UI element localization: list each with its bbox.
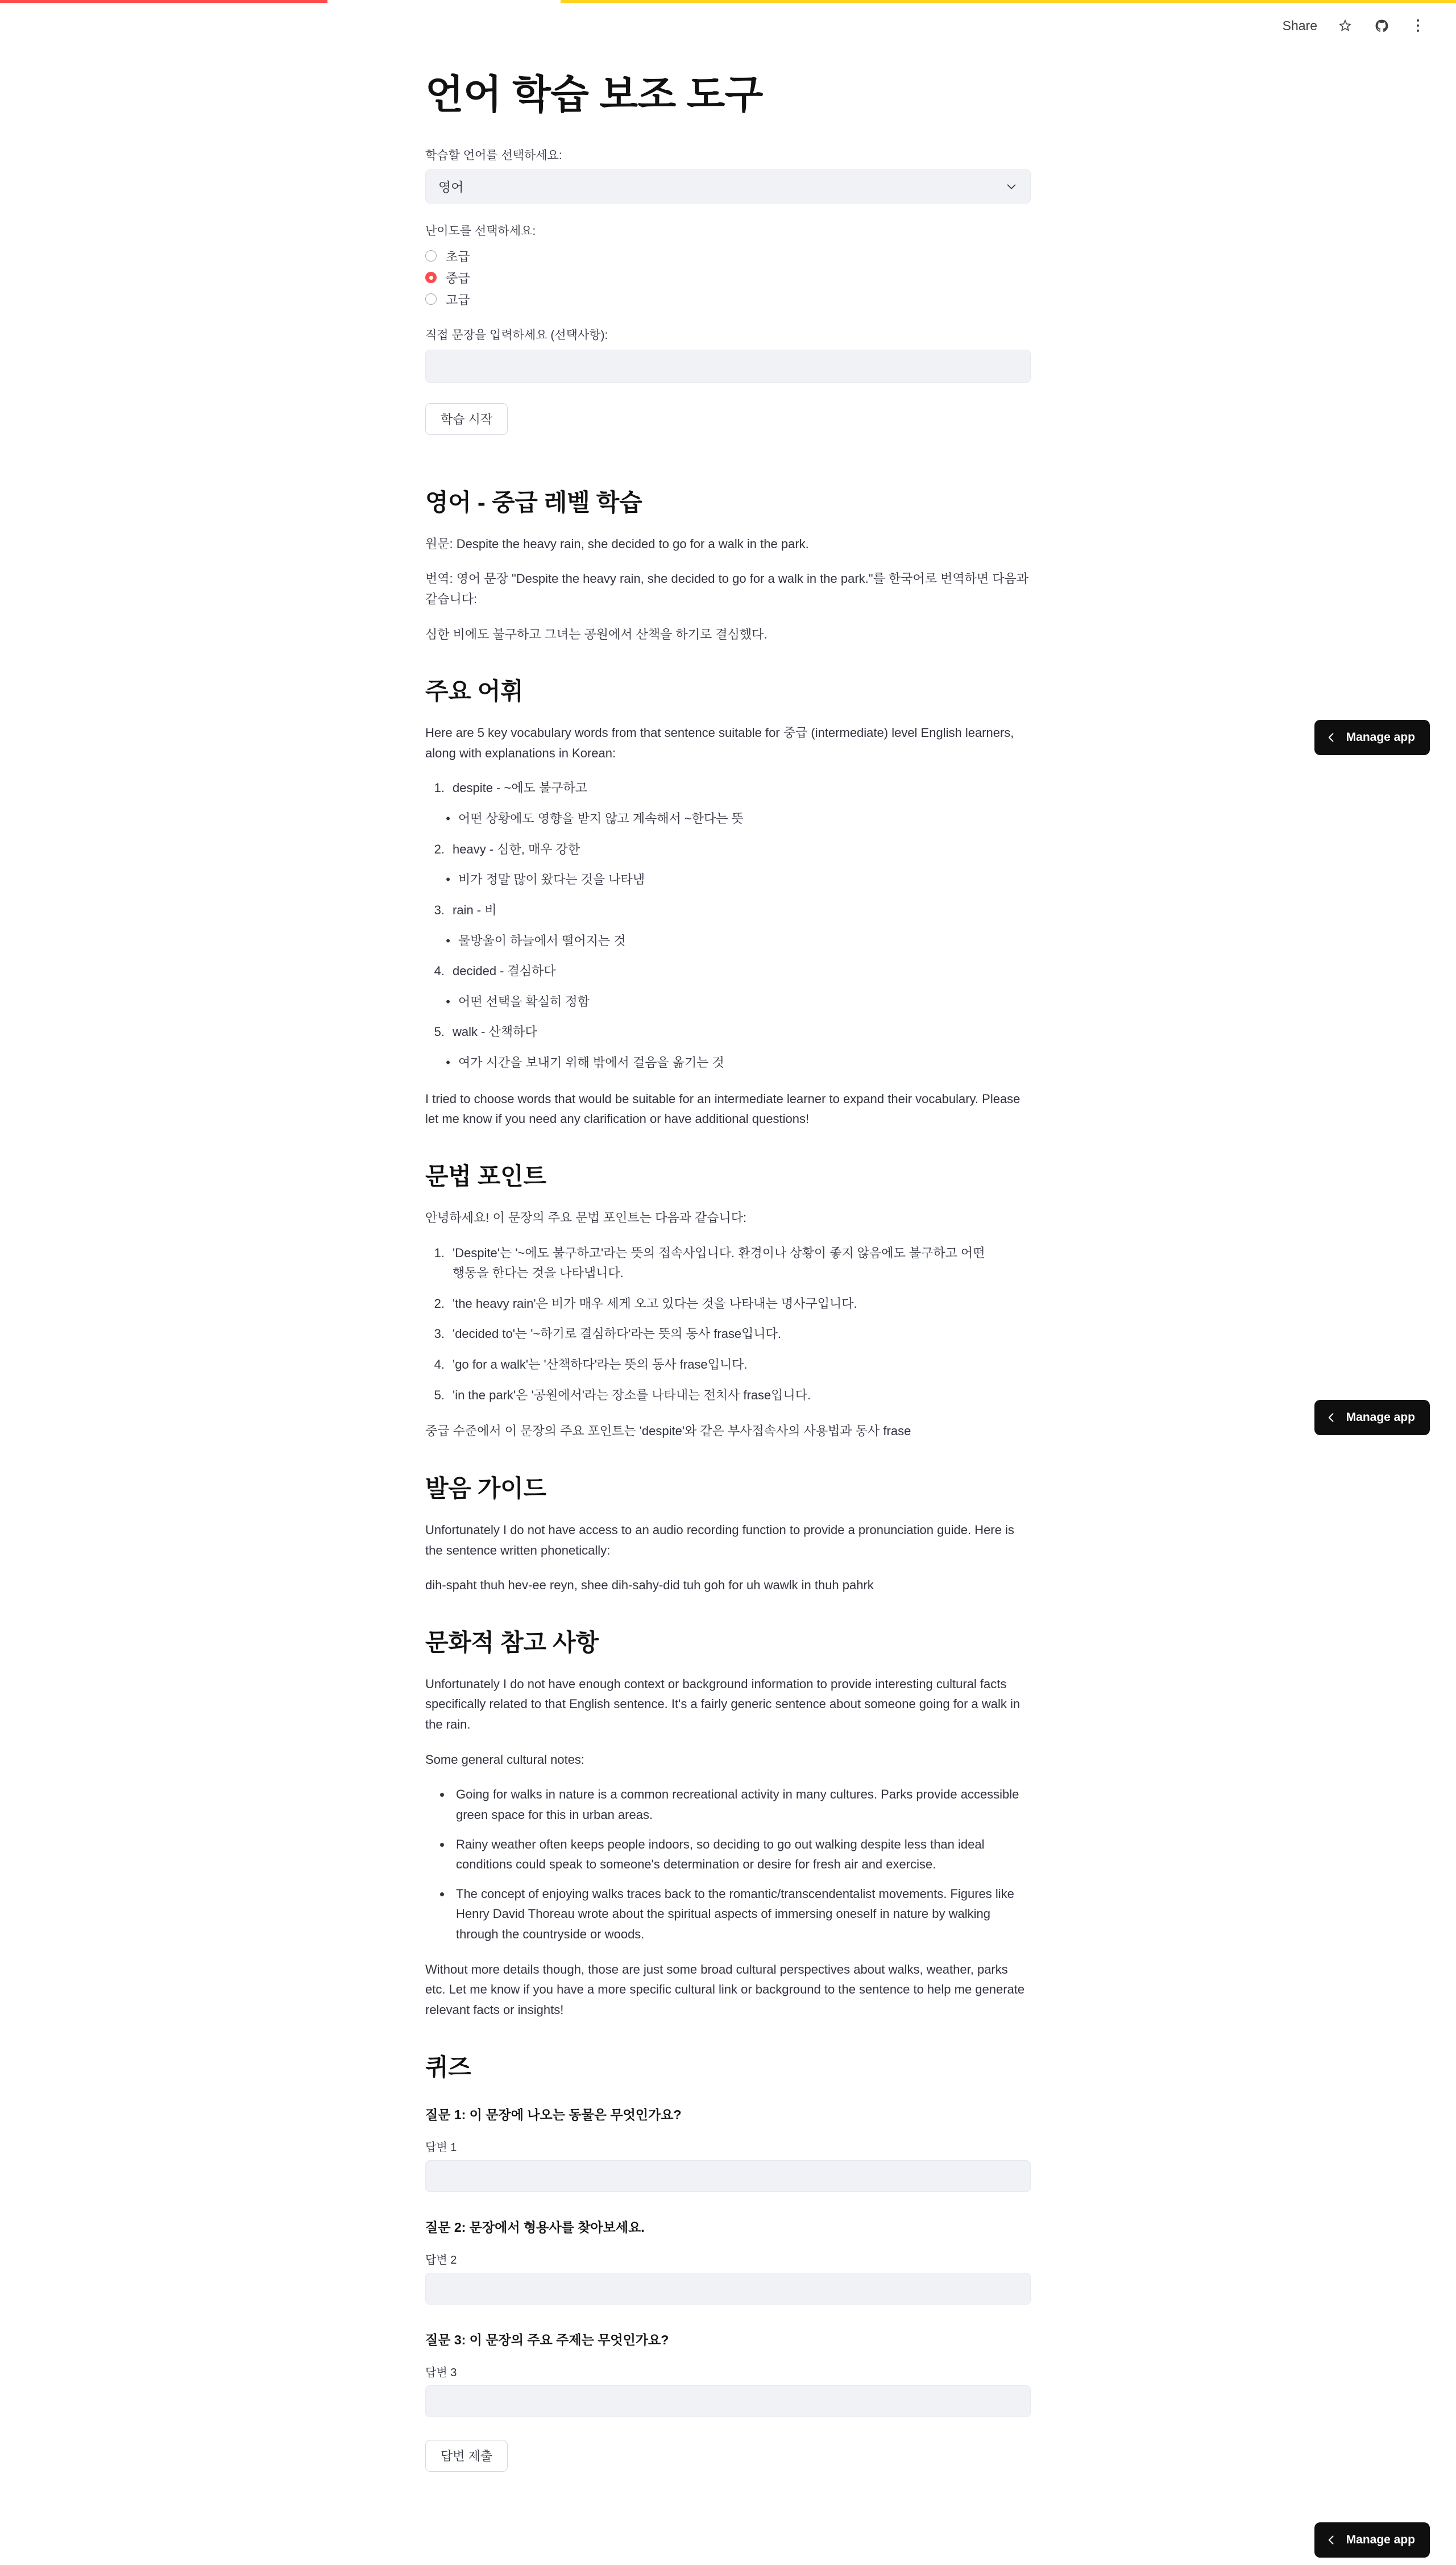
list-item bbox=[431, 869, 1031, 890]
quiz-heading: 퀴즈 bbox=[425, 2053, 471, 2081]
cultural-notes-list bbox=[425, 1784, 1031, 1944]
bullet-marker: • bbox=[446, 811, 450, 826]
translation-intro: 번역: 영어 문장 "Despite the heavy rain, she decided to go for a walk in the park."를 한국어로 번역하면 다음과 같습니다: bbox=[425, 571, 1028, 606]
radio-option-beginner[interactable] bbox=[425, 245, 1031, 267]
vocabulary-note: 여가 시간을 보내기 위해 밖에서 걸음을 옮기는 것 bbox=[458, 1055, 724, 1070]
list-marker: 1. bbox=[434, 781, 445, 795]
list-marker: 3. bbox=[434, 902, 445, 917]
vocabulary-outro: I tried to choose words that would be suitable for an intermediate learner to expand their vocabulary. Please let me know if you need any clarification or have additional questions! bbox=[425, 1091, 1021, 1126]
manage-app-label: Manage app bbox=[1346, 1411, 1415, 1424]
vocabulary-note: 어떤 상황에도 영향을 받지 않고 계속해서 ~한다는 뜻 bbox=[458, 811, 744, 826]
quiz-answer-input-3[interactable] bbox=[425, 2385, 1031, 2417]
radio-label: 중급 bbox=[446, 271, 470, 285]
manage-app-label: Manage app bbox=[1346, 731, 1415, 744]
share-button[interactable]: Share bbox=[1282, 18, 1317, 33]
grammar-text: 'the heavy rain'은 비가 매우 세게 오고 있다는 것을 나타내는 명사구입니다. bbox=[453, 1296, 857, 1311]
vocabulary-word: walk - 산책하다 bbox=[453, 1025, 537, 1039]
sentence-input-label: 직접 문장을 입력하세요 (선택사항): bbox=[425, 329, 608, 342]
manage-app-button-2[interactable] bbox=[1314, 1400, 1430, 1435]
github-icon[interactable] bbox=[1373, 17, 1390, 34]
vocabulary-word: heavy - 심한, 매우 강한 bbox=[453, 842, 580, 856]
radio-option-advanced[interactable] bbox=[425, 288, 1031, 310]
quiz-answer-input-2[interactable] bbox=[425, 2273, 1031, 2305]
kebab-menu-icon[interactable] bbox=[1409, 17, 1426, 34]
quiz-answer-label-2: 답변 2 bbox=[425, 2253, 457, 2266]
difficulty-radio-label: 난이도를 선택하세요: bbox=[425, 224, 536, 238]
bullet-marker: • bbox=[446, 933, 450, 948]
pronunciation-text: Unfortunately I do not have access to an audio recording function to provide a pronunciation guide. Here is the sentence written phonetically: bbox=[425, 1522, 1014, 1557]
progress-segment-gap bbox=[327, 0, 561, 3]
manage-app-button-1[interactable] bbox=[1314, 720, 1430, 755]
pronunciation-phonetic: dih-spaht thuh hev-ee reyn, shee dih-sahy-did tuh goh for uh wawlk in thuh pahrk bbox=[425, 1578, 874, 1593]
app-container bbox=[425, 61, 1031, 2563]
list-marker: 4. bbox=[434, 1357, 445, 1372]
quiz-answer-input-1[interactable] bbox=[425, 2160, 1031, 2192]
vocabulary-note: 어떤 선택을 확실히 정함 bbox=[458, 994, 590, 1009]
bullet-marker: • bbox=[446, 994, 450, 1009]
vocabulary-heading: 주요 어휘 bbox=[425, 678, 524, 705]
list-item bbox=[431, 809, 1031, 829]
top-bar bbox=[0, 0, 1456, 61]
vocabulary-intro: Here are 5 key vocabulary words from that sentence suitable for 중급 (intermediate) level English learners, along with explanations in Korean: bbox=[425, 726, 1014, 760]
submit-answers-button[interactable]: 답변 제출 bbox=[425, 2440, 508, 2472]
chevron-left-icon bbox=[1326, 2534, 1337, 2546]
quiz-question-2: 질문 2: 문장에서 형용사를 찾아보세요. bbox=[425, 2219, 645, 2235]
list-item bbox=[425, 778, 1031, 798]
list-item bbox=[431, 992, 1031, 1012]
grammar-text: 'in the park'은 '공원에서'라는 장소를 나타내는 전치사 frase입니다. bbox=[453, 1387, 811, 1402]
bullet-marker: • bbox=[446, 1055, 450, 1070]
radio-label: 고급 bbox=[446, 292, 470, 307]
cultural-outro: Without more details though, those are just some broad cultural perspectives about walks, weather, parks etc. Let me know if you have a more specific cultural link or background to the sentence to help me generate relevant facts or insights! bbox=[425, 1962, 1025, 2017]
list-item bbox=[425, 1354, 1031, 1375]
list-item bbox=[425, 1022, 1031, 1042]
start-learning-button[interactable]: 학습 시작 bbox=[425, 403, 508, 435]
list-item: • Rainy weather often keeps people indoors, so deciding to go out walking despite less than ideal conditions could speak to someone's determination or desire for fresh air and exercise. bbox=[451, 1834, 1031, 1875]
list-item bbox=[425, 839, 1031, 860]
pronunciation-heading: 발음 가이드 bbox=[425, 1474, 546, 1502]
manage-app-label: Manage app bbox=[1346, 2533, 1415, 2546]
page-title: 언어 학습 보조 도구 bbox=[425, 72, 763, 117]
grammar-list bbox=[425, 1243, 1031, 1406]
grammar-heading: 문법 포인트 bbox=[425, 1162, 546, 1190]
list-item bbox=[425, 1385, 1031, 1406]
language-select[interactable] bbox=[425, 169, 1031, 204]
list-item: • Going for walks in nature is a common recreational activity in many cultures. Parks provide accessible green space for this in urban areas. bbox=[451, 1784, 1031, 1825]
list-item bbox=[431, 931, 1031, 951]
radio-icon-selected bbox=[425, 272, 437, 283]
original-sentence: 원문: Despite the heavy rain, she decided to go for a walk in the park. bbox=[425, 536, 809, 551]
list-marker: 5. bbox=[434, 1387, 445, 1402]
vocabulary-note: 비가 정말 많이 왔다는 것을 나타냄 bbox=[458, 872, 645, 887]
chevron-left-icon bbox=[1326, 732, 1337, 743]
list-marker: 2. bbox=[434, 1296, 445, 1311]
list-item: • The concept of enjoying walks traces back to the romantic/transcendentalist movements. Figures like Henry David Thoreau wrote about the spiritual aspects of immersing oneself in nature by walking through the countryside or woods. bbox=[451, 1884, 1031, 1945]
list-marker: 4. bbox=[434, 964, 445, 979]
difficulty-radio-group[interactable] bbox=[425, 245, 1031, 310]
grammar-intro: 안녕하세요! 이 문장의 주요 문법 포인트는 다음과 같습니다: bbox=[425, 1210, 747, 1225]
radio-option-intermediate[interactable] bbox=[425, 267, 1031, 288]
list-marker: 3. bbox=[434, 1327, 445, 1341]
list-item bbox=[425, 1294, 1031, 1314]
vocabulary-word: despite - ~에도 불구하고 bbox=[453, 781, 587, 795]
grammar-text: 'Despite'는 '~에도 불구하고'라는 뜻의 접속사입니다. 환경이나 상황이 좋지 않음에도 불구하고 어떤 행동을 한다는 것을 나타냅니다. bbox=[453, 1245, 985, 1281]
sentence-input[interactable] bbox=[425, 350, 1031, 383]
list-item bbox=[425, 1243, 1031, 1283]
quiz-answer-label-3: 답변 3 bbox=[425, 2366, 457, 2379]
radio-icon bbox=[425, 293, 437, 305]
cultural-intro: Unfortunately I do not have enough context or background information to provide interesting cultural facts specifically related to that English sentence. It's a fairly generic sentence about someone going for a walk in the rain. bbox=[425, 1676, 1021, 1732]
top-bar-actions bbox=[1283, 17, 1426, 34]
cultural-notes-label: Some general cultural notes: bbox=[425, 1752, 585, 1767]
grammar-text: 'decided to'는 '~하기로 결심하다'라는 뜻의 동사 frase입니다. bbox=[453, 1327, 782, 1341]
progress-segment-yellow bbox=[561, 0, 1456, 3]
list-item bbox=[425, 961, 1031, 981]
vocabulary-word: rain - 비 bbox=[453, 902, 497, 917]
quiz-question-1: 질문 1: 이 문장에 나오는 동물은 무엇인가요? bbox=[425, 2107, 682, 2122]
grammar-outro: 중급 수준에서 이 문장의 주요 포인트는 'despite'와 같은 부사접속사의 사용법과 동사 frase bbox=[425, 1424, 911, 1439]
star-icon[interactable] bbox=[1337, 17, 1354, 34]
chevron-left-icon bbox=[1326, 1412, 1337, 1423]
quiz-answer-label-1: 답변 1 bbox=[425, 2141, 457, 2154]
language-select-value: 영어 bbox=[438, 180, 464, 195]
quiz-question-3: 질문 3: 이 문장의 주요 주제는 무엇인가요? bbox=[425, 2332, 669, 2347]
list-marker: 5. bbox=[434, 1025, 445, 1039]
vocabulary-word: decided - 결심하다 bbox=[453, 964, 556, 979]
manage-app-button-3[interactable] bbox=[1314, 2522, 1430, 2558]
result-heading: 영어 - 중급 레벨 학습 bbox=[425, 488, 642, 516]
language-select-label: 학습할 언어를 선택하세요: bbox=[425, 148, 562, 162]
bullet-marker: • bbox=[446, 872, 450, 887]
radio-label: 초급 bbox=[446, 249, 470, 264]
cultural-heading: 문화적 참고 사항 bbox=[425, 1628, 599, 1656]
grammar-text: 'go for a walk'는 '산책하다'라는 뜻의 동사 frase입니다. bbox=[453, 1357, 748, 1372]
progress-segment-red bbox=[0, 0, 327, 3]
chevron-down-icon bbox=[1005, 180, 1018, 193]
vocabulary-note: 물방울이 하늘에서 떨어지는 것 bbox=[458, 933, 626, 948]
list-item bbox=[425, 900, 1031, 921]
list-item bbox=[425, 1324, 1031, 1344]
progress-strip bbox=[0, 0, 1456, 3]
vocabulary-list bbox=[425, 778, 1031, 1072]
list-marker: 2. bbox=[434, 842, 445, 856]
app-wrap bbox=[0, 61, 1456, 2563]
list-item bbox=[431, 1052, 1031, 1073]
list-marker: 1. bbox=[434, 1245, 445, 1260]
radio-icon bbox=[425, 250, 437, 262]
translation-text: 심한 비에도 불구하고 그녀는 공원에서 산책을 하기로 결심했다. bbox=[425, 627, 768, 641]
